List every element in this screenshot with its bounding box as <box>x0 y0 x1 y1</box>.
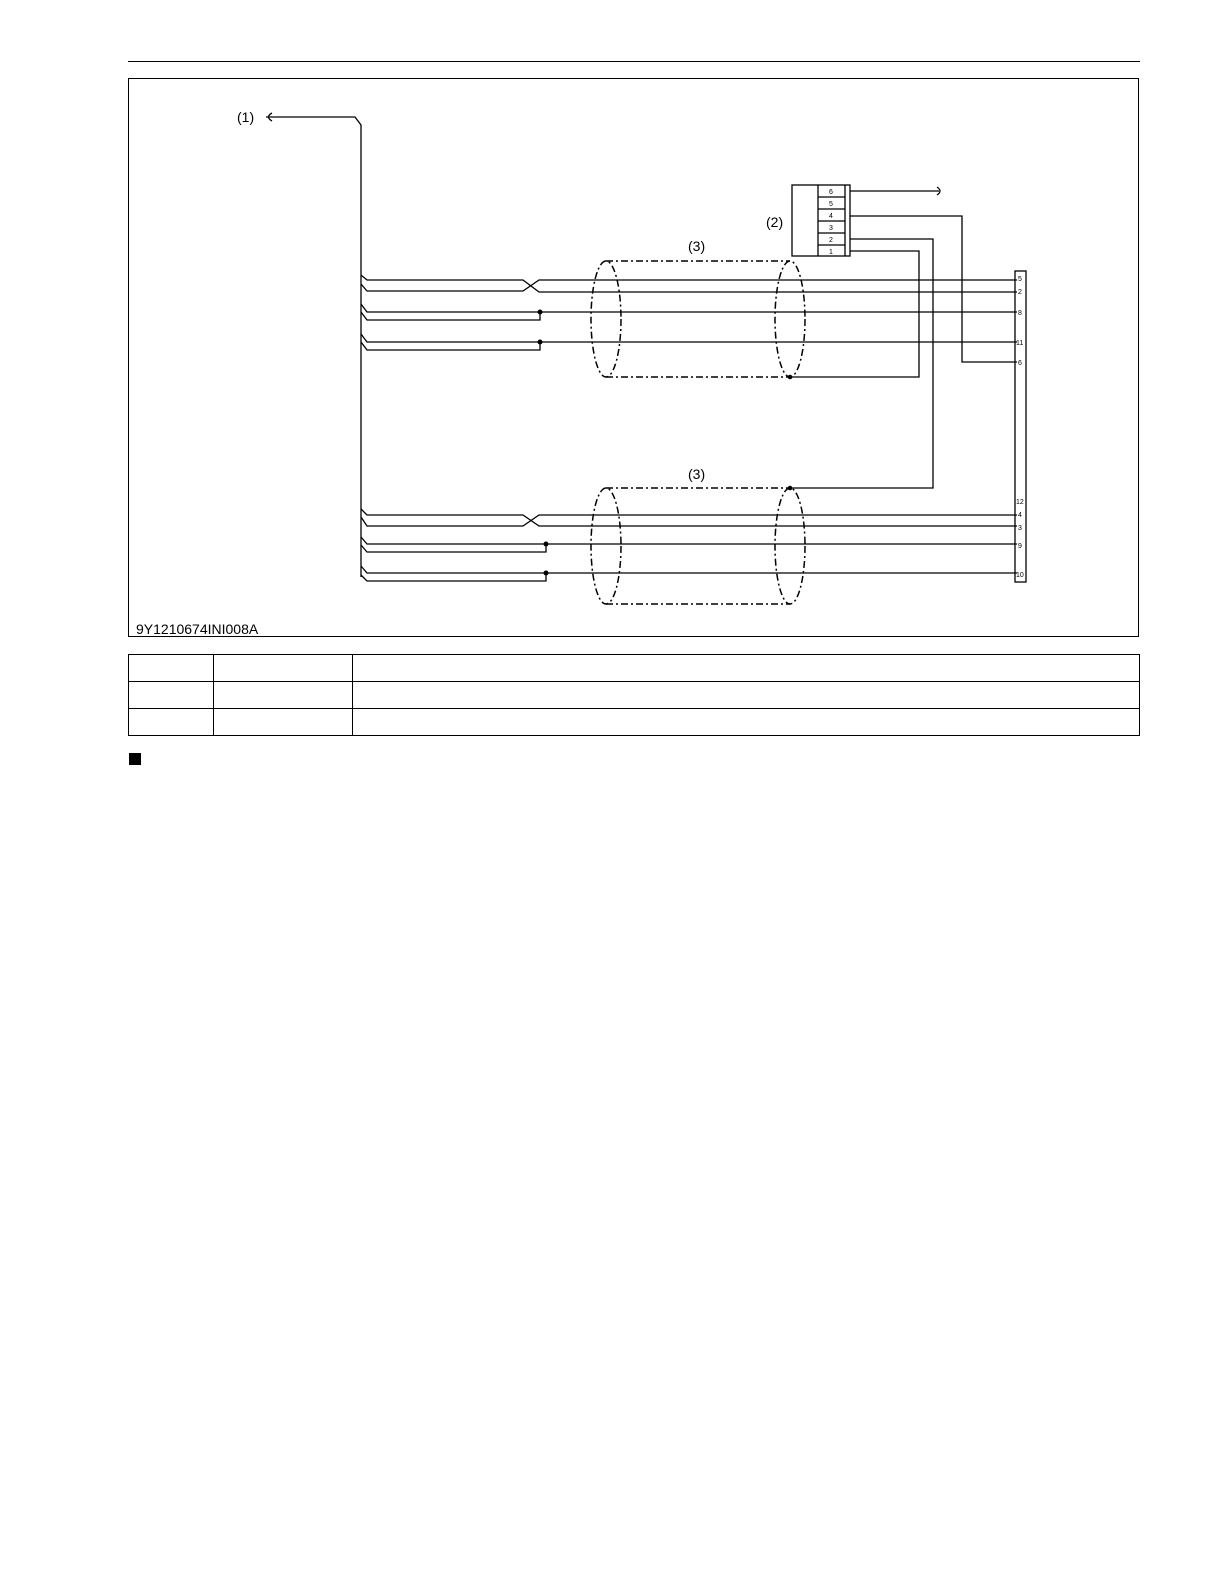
terminal-pin-label: 10 <box>1016 572 1024 579</box>
connector-pin-label: 5 <box>829 201 833 208</box>
table-cell <box>129 682 214 709</box>
terminal-pin-label: 12 <box>1016 499 1024 506</box>
table-row <box>129 709 1140 736</box>
wiring-diagram-figure <box>128 78 1139 637</box>
legend-table <box>128 654 1140 736</box>
connector-pin-label: 3 <box>829 225 833 232</box>
terminal-pin-label: 2 <box>1018 289 1022 296</box>
terminal-pin-label: 9 <box>1018 543 1022 550</box>
callout-2: (2) <box>766 214 784 230</box>
table-row <box>129 655 1140 682</box>
terminal-pin-label: 5 <box>1018 276 1022 283</box>
connector-pin-label: 6 <box>829 189 833 196</box>
callout-1: (1) <box>237 109 255 125</box>
table-cell <box>129 655 214 682</box>
connector-pin-label: 1 <box>829 249 833 256</box>
figure-code: 9Y1210674INI008A <box>136 621 259 637</box>
callout-3-lower: (3) <box>688 466 706 482</box>
terminal-pin-label: 4 <box>1018 512 1022 519</box>
connector-pin-label: 4 <box>829 213 833 220</box>
callout-3-upper: (3) <box>688 238 706 254</box>
table-cell <box>353 655 1140 682</box>
table-cell <box>214 682 353 709</box>
terminal-pin-label: 3 <box>1018 525 1022 532</box>
terminal-pin-label: 11 <box>1016 340 1024 347</box>
table-cell <box>353 682 1140 709</box>
connector-pin-label: 2 <box>829 237 833 244</box>
table-cell <box>129 709 214 736</box>
table-cell <box>214 655 353 682</box>
table-cell <box>214 709 353 736</box>
header-rule <box>128 61 1140 62</box>
section-bullet-icon <box>129 753 141 765</box>
terminal-pin-label: 8 <box>1018 310 1022 317</box>
table-cell <box>353 709 1140 736</box>
wiring-diagram <box>129 79 1140 638</box>
table-row <box>129 682 1140 709</box>
terminal-pin-label: 6 <box>1018 360 1022 367</box>
